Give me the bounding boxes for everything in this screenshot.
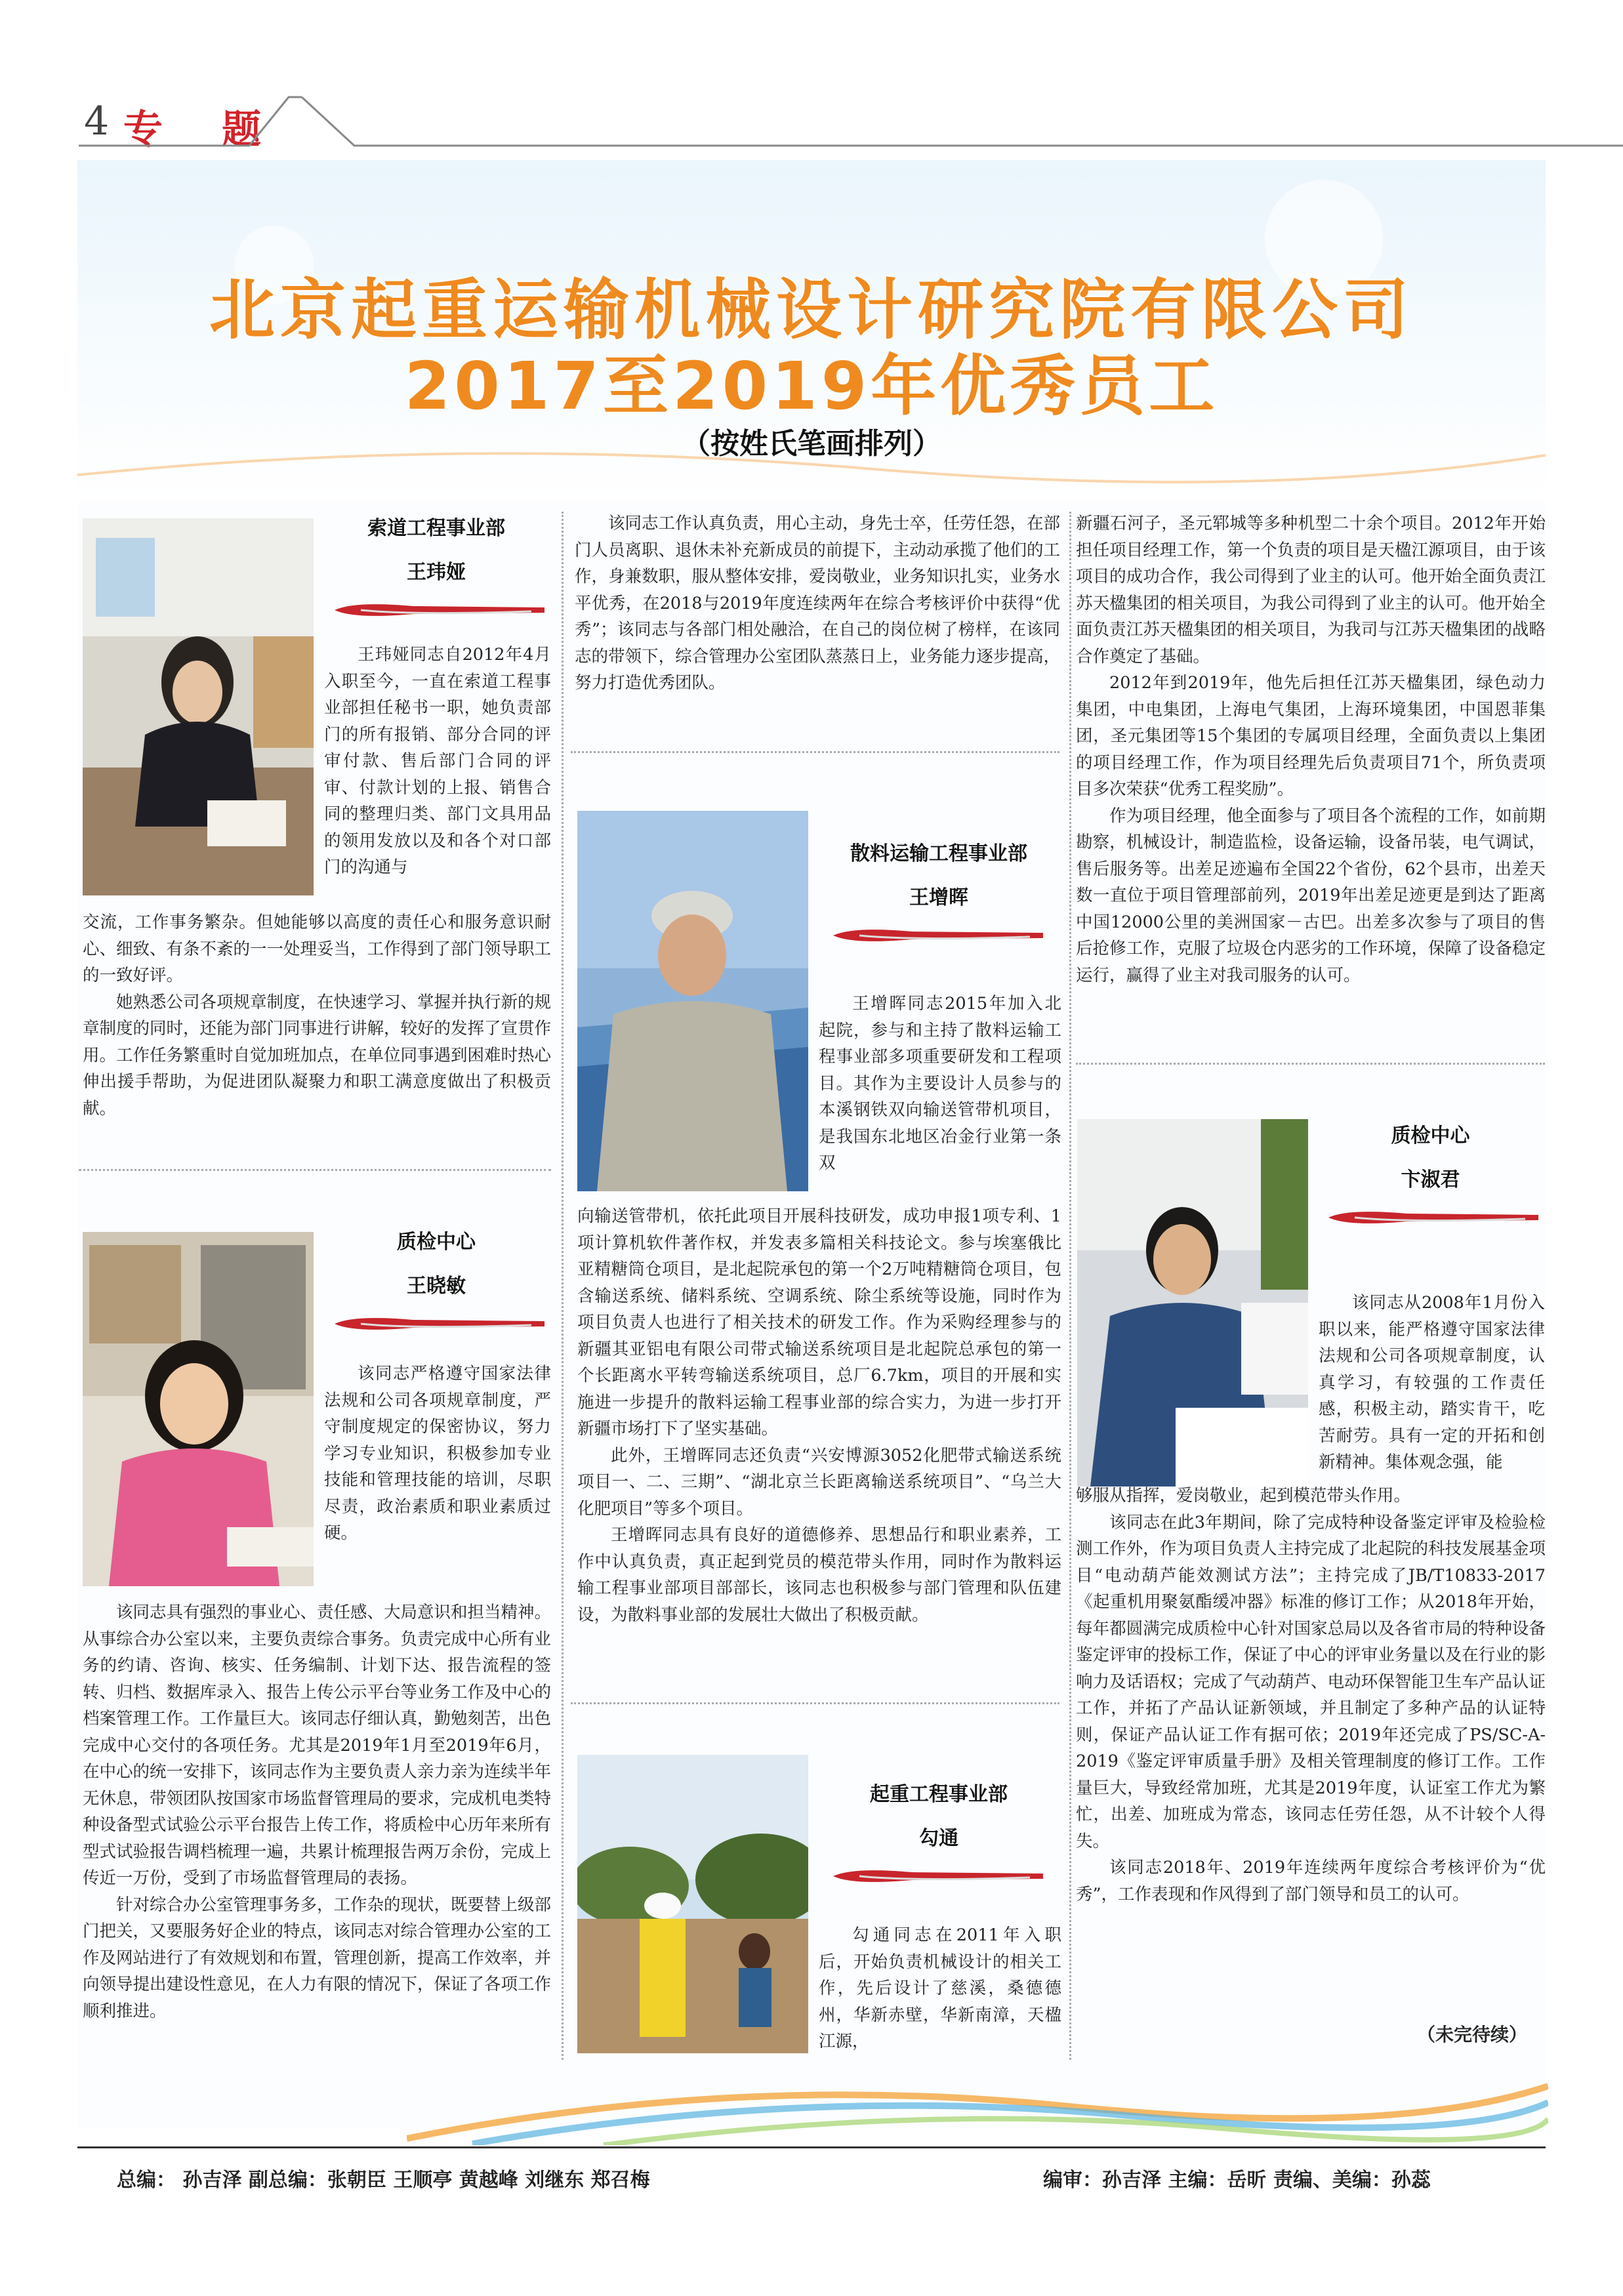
profile-text [83,1599,551,2024]
header-rule [0,92,1623,151]
profile-paragraph: 该同志在此3年期间，除了完成特种设备鉴定评审及检验检测工作外，作为项目负责人主持完成了北起院的科技发展基金项目“电动葫芦能效测试方法”；主持完成了JB/T10833-2017《起重机用聚氨酯缓冲器》标准的修订工作；从2018年开始，每年都圆满完成质检中心针对国家总局以及各省市局的特种设备鉴定评审的投标工作，保证了中心的评审业务量以及在行业的影响力及话语权；完成了气动葫芦、电动环保智能卫生车产品认证工作，并拓了产品认证新领域，并且制定了多种产品的认证特则，保证产品认证工作有据可依；2019年还完成了PS/SC-A-2019《鉴定评审质量手册》及相关管理制度的修订工作。工作量巨大，导致经常加班，尤其是2019年度，认证室工作尤为繁忙，出差、加班成为常态，该同志任劳任怨，从不计较个人得失。 [1076,1512,1546,1851]
profile-paragraph: 王玮娅同志自2012年4月入职至今，一直在索道工程事业部担任秘书一职，她负责部门的所有报销、部分合同的评审付款、售后部门合同的评审、付款计划的上报、销售合同的整理归类、部门文具用品的领用发放以及和各个对口部门的沟通与 [324,645,551,877]
section-divider [571,751,1059,753]
profile-paragraph: 针对综合办公室管理事务多，工作杂的现状，既要替上级部门把关，又要服务好企业的特点，该同志对综合管理办公室的工作及网站进行了有效规划和布置，管理创新，提高工作效率，并向领导提出建设性意见，在人力有限的情况下，保证了各项工作顺利推进。 [83,1895,552,2021]
decorative-wave [407,2066,1548,2145]
person-name: 王玮娅 [407,561,466,584]
profile-paragraph: 她熟悉公司各项规章制度，在快速学习、掌握并执行新的规章制度的同时，还能为部门同事进行讲解，较好的发挥了宣贯作用。工作任务繁重时自觉加班加点，在单位同事遇到困难时热心伸出援手帮助，为促进团队凝聚力和职工满意度做出了积极贡献。 [83,992,552,1118]
photo-bu-shujun [1077,1119,1308,1486]
person-name: 勾通 [919,1827,958,1850]
profile-paragraph: 向输送管带机，依托此项目开展科技研发，成功申报1项专利、1项计算机软件著作权，并发表多篇相关科技论文。参与埃塞俄比亚精糖筒仓项目，是北起院承包的第一个2万吨精糖筒仓项目，包含输送系统、储料系统、空调系统、除尘系统等设施，同时作为项目负责人也进行了相关技术的研发工作。作为采购经理参与的新疆其亚铝电有限公司带式输送系统项目是北起院总承包的第一个长距离水平转弯输送系统项目，总厂6.7km，项目的开展和实施进一步提升的散料运输工程事业部的综合实力，为进一步打开新疆市场打下了坚实基础。 [577,1206,1061,1439]
profile-text [324,1361,551,1547]
dept-name: 索道工程事业部 [367,517,505,540]
profile-text [819,991,1061,1177]
section-divider [571,1702,1059,1704]
profile-paragraph: 该同志工作认真负责，用心主动，身先士卒，任劳任怨，在部门人员离职、退休未补充新成员的前提下，主动动承揽了他们的工作，身兼数职，服从整体安排，爱岗敬业，业务知识扎实，业务水平优秀，在2018与2019年度连续两年在综合考核评价中获得“优秀”；该同志与各部门相处融洽，在自己的岗位树了榜样，在该同志的带领下，综合管理办公室团队蒸蒸日上，业务能力逐步提高，努力打造优秀团队。 [575,514,1060,693]
photo-gou-tong [577,1755,808,2053]
profile-paragraph: 此外，王增晖同志还负责“兴安博源3052化肥带式输送系统项目一、二、三期”、“湖北京兰长距离输送系统项目”、“乌兰大化肥项目”等多个项目。 [577,1445,1061,1519]
section-divider [79,1169,551,1171]
name-underline-decoration [1328,1206,1545,1229]
profile-text [575,510,1060,697]
profile-paragraph: 该同志具有强烈的事业心、责任感、大局意识和担当精神。从事综合办公室以来，主要负责综合事务。负责完成中心所有业务的约请、咨询、核实、任务编制、计划下达、报告流程的签转、归档、数据库录入、报告上传公示平台等业务工作及中心的档案管理工作。工作量巨大。该同志仔细认真，勤勉刻苦，出色完成中心交付的各项任务。尤其是2019年1月至2019年6月，在中心的统一安排下，该同志作为主要负责人亲力亲为连续半年无休息，带领团队按国家市场监督管理局的要求，完成机电类特种设备型式试验公示平台报告上传工作，将质检中心历年来所有型式试验报告调档梳理一遍，共累计梳理报告两万余份，完成上传近一万份，受到了市场监督管理局的表扬。 [83,1603,552,1888]
profile-text [324,642,551,881]
profile-paragraph: 该同志2018年、2019年连续两年度综合考核评价为“优秀”，工作表现和作风得到了部门领导和员工的认可。 [1076,1858,1546,1904]
dept-name: 质检中心 [1391,1124,1470,1147]
profile-paragraph: 勾通同志在2011年入职后，开始负责机械设计的相关工作，先后设计了慈溪，桑德德州，华新赤壁，华新南漳，天楹江源， [819,1925,1061,2051]
profile-text [1319,1290,1545,1476]
profile-paragraph: 够服从指挥，爱岗敬业，起到模范带头作用。 [1076,1486,1411,1506]
profile-paragraph: 该同志从2008年1月份入职以来，能严格遵守国家法律法规和公司各项规章制度，认真学习，有较强的工作责任感，积极主动，踏实肯干，吃苦耐劳。具有一定的开拓和创新精神。集体观念强，能 [1319,1293,1545,1472]
profile-text [1076,1483,1546,1908]
profile-text [83,909,551,1122]
profile-text [819,1922,1061,2055]
name-underline-decoration [335,598,551,622]
profile-paragraph: 2012年到2019年，他先后担任江苏天楹集团，绿色动力集团，中电集团，上海电气集团，上海环境集团，中国恩菲集团，圣元集团等15个集团的专属项目经理，全面负责以上集团的项目经理工作，作为项目经理先后负责项目71个，所负责项目多次荣获“优秀工程奖励”。 [1076,673,1546,799]
profile-text [577,1203,1061,1628]
photo-wang-xiaomin [83,1232,314,1586]
subtitle: （按姓氏笔画排列） [682,427,941,461]
page-number: 4 [84,98,110,144]
column-divider-2 [1069,512,1071,2060]
main-title-line-1: 北京起重运输机械设计研究院有限公司 [209,272,1414,348]
section-title: 专题 [123,107,320,153]
profile-paragraph: 交流，工作事务繁杂。但她能够以高度的责任心和服务意识耐心、细致、有条不紊的一一处理妥当，工作得到了部门领导职工的一致好评。 [83,912,552,985]
dept-name: 质检中心 [397,1231,476,1254]
name-underline-decoration [335,1312,551,1336]
photo-wang-weiya [83,518,314,895]
photo-wang-zenghui [577,811,808,1191]
profile-paragraph: 新疆石河子，圣元郓城等多种机型二十余个项目。2012年开始担任项目经理工作，第一个负责的项目是天楹江源项目，由于该项目的成功合作，我公司得到了业主的认可。他开始全面负责江苏天楹集团的相关项目，为我公司得到了业主的认可。他开始全面负责江苏天楹集团的相关项目，为我司与江苏天楹集团的战略合作奠定了基础。 [1076,514,1546,666]
name-underline-decoration [833,1864,1050,1888]
person-name: 王晓敏 [407,1275,466,1298]
dept-name: 散料运输工程事业部 [850,842,1027,865]
footer-rule [77,2146,1546,2148]
profile-paragraph: 王增晖同志2015年加入北起院，参与和主持了散料运输工程事业部多项重要研发和工程项目。其作为主要设计人员参与的本溪钢铁双向输送管带机项目，是我国东北地区冶金行业第一条双 [819,994,1061,1173]
profile-text [1076,510,1546,989]
dept-name: 起重工程事业部 [870,1783,1008,1806]
profile-paragraph: 该同志严格遵守国家法律法规和公司各项规章制度，严守制度规定的保密协议，努力学习专业知识，积极参加专业技能和管理技能的培训，尽职尽责，政治素质和职业素质过硬。 [324,1364,551,1543]
main-title-line-2: 2017至2019年优秀员工 [404,348,1219,424]
person-name: 卞淑君 [1401,1168,1460,1191]
profile-paragraph: 作为项目经理，他全面参与了项目各个流程的工作，如前期勘察，机械设计，制造监检，设备运输，设备吊装，电气调试，售后服务等。出差足迹遍布全国22个省份，62个县市，出差天数一直位于项目管理部前列，2019年出差足迹更是到达了距离中国12000公里的美洲国家－古巴。出差多次参与了项目的售后抢修工作，克服了垃圾仓内恶劣的工作环境，保障了设备稳定运行，赢得了业主对我司服务的认可。 [1076,806,1546,985]
column-divider-1 [562,512,564,2060]
section-divider [1076,1063,1545,1065]
profile-paragraph: 王增晖同志具有良好的道德修养、思想品行和职业素养，工作中认真负责，真正起到党员的模范带头作用，同时作为散料运输工程事业部项目部部长，该同志也积极参与部门管理和队伍建设，为散料事业部的发展壮大做出了积极贡献。 [577,1525,1061,1625]
name-underline-decoration [833,924,1050,947]
continued-note: （未完待续） [1417,2024,1528,2045]
person-name: 王增晖 [909,886,968,909]
footer-editors-left: 总编： 孙吉泽 副总编：张朝臣 王顺亭 黄越峰 刘继东 郑召梅 [117,2169,650,2192]
footer-editors-right: 编审：孙吉泽 主编：岳昕 责编、美编：孙蕊 [1043,2169,1431,2192]
